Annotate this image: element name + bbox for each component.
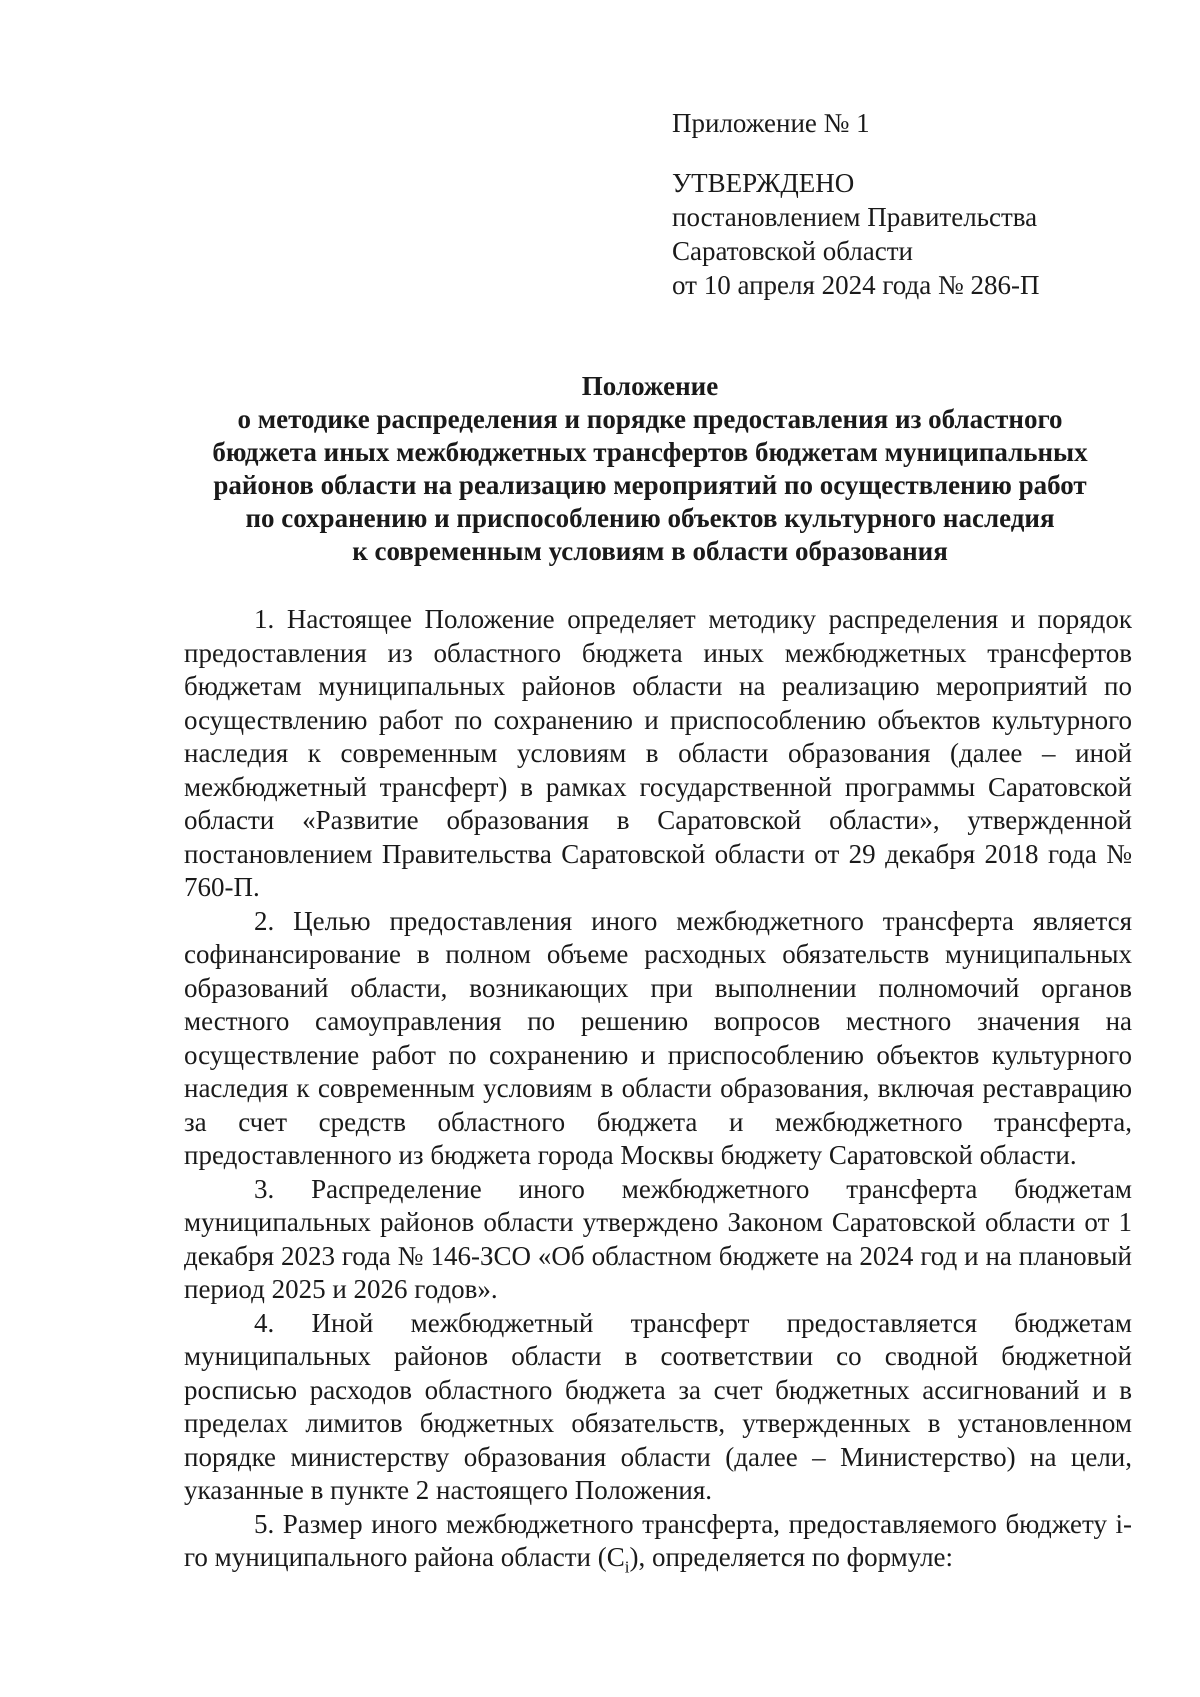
title-line-3: районов области на реализацию мероприятий по осуществлению работ — [213, 470, 1087, 500]
paragraph-5-subscript: i — [624, 1557, 630, 1577]
approval-line-1: постановлением Правительства — [672, 202, 1038, 232]
appendix-label: Приложение № 1 — [672, 108, 870, 138]
title-line-2: бюджета иных межбюджетных трансфертов бюджетам муниципальных — [212, 437, 1088, 467]
document-body — [184, 603, 1132, 1575]
title-line-1: о методике распределения и порядке предоставления из областного — [237, 404, 1063, 434]
paragraph-5-text: 5. Размер иного межбюджетного трансферта, предоставляемого бюджету i-го муниципального района области (C — [184, 1508, 1132, 1572]
paragraph-3: 3. Распределение иного межбюджетного трансферта бюджетам муниципальных районов области утверждено Законом Саратовской области от 1 декабря 2023 года № 146-ЗСО «Об областном бюджете на 2024 год и на плановый период 2025 и 2026 годов». — [184, 1173, 1132, 1304]
approval-block — [672, 106, 1142, 302]
paragraph-5-text-end: ), определяется по формуле: — [629, 1542, 954, 1572]
approval-line-2: Саратовской области — [672, 236, 913, 266]
title-line-5: к современным условиям в области образования — [352, 536, 948, 566]
title-heading: Положение — [581, 371, 719, 401]
approved-label: УТВЕРЖДЕНО — [672, 168, 855, 198]
paragraph-1: 1. Настоящее Положение определяет методику распределения и порядок предоставления из областного бюджета иных межбюджетных трансфертов бюджетам муниципальных районов области на реализацию мероприятий по осуществлению работ по сохранению и приспособлению объектов культурного наследия к современным условиям в области образования (далее – иной межбюджетный трансферт) в рамках государственной программы Саратовской области «Развитие образования в Саратовской области», утвержденной постановлением Правительства Саратовской области от 29 декабря 2018 года № 760-П. — [184, 604, 1132, 902]
document-title — [150, 370, 1150, 568]
paragraph-5 — [184, 1508, 1132, 1575]
approval-line-3: от 10 апреля 2024 года № 286-П — [672, 270, 1040, 300]
paragraph-2: 2. Целью предоставления иного межбюджетного трансферта является софинансирование в полном объеме расходных обязательств муниципальных образований области, возникающих при выполнении полномочий органов местного самоуправления по решению вопросов местного значения на осуществление работ по сохранению и приспособлению объектов культурного наследия к современным условиям в области образования, включая реставрацию за счет средств областного бюджета и межбюджетного трансферта, предоставленного из бюджета города Москвы бюджету Саратовской области. — [184, 905, 1132, 1170]
paragraph-4: 4. Иной межбюджетный трансферт предоставляется бюджетам муниципальных районов области в соответствии со сводной бюджетной росписью расходов областного бюджета за счет бюджетных ассигнований и в пределах лимитов бюджетных обязательств, утвержденных в установленном порядке министерству образования области (далее – Министерство) на цели, указанные в пункте 2 настоящего Положения. — [184, 1307, 1132, 1505]
title-line-4: по сохранению и приспособлению объектов культурного наследия — [245, 503, 1055, 533]
